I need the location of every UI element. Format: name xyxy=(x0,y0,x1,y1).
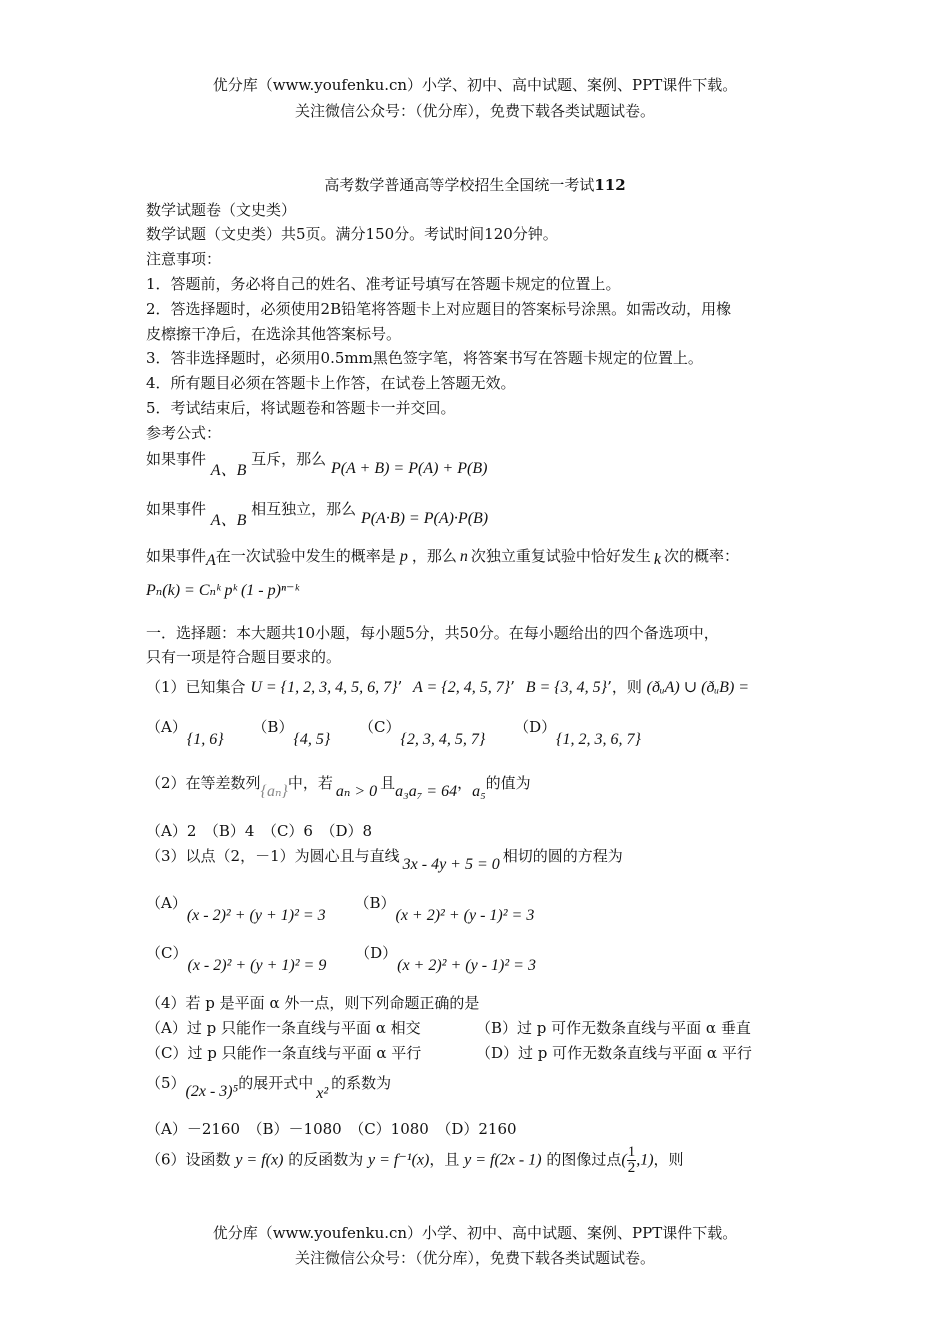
option-label: （D） xyxy=(514,718,557,736)
question-stem: （2）在等差数列 xyxy=(146,774,261,792)
function: y = f(x) xyxy=(235,1151,284,1169)
set-b: B = {3, 4, 5} xyxy=(525,679,608,696)
option-label: （C） xyxy=(359,718,401,736)
option-value: {2, 3, 4, 5, 7} xyxy=(400,731,486,748)
subtitle: 数学试题卷（文史类） xyxy=(146,201,297,219)
page-title xyxy=(0,174,950,195)
fraction-denominator: 2 xyxy=(627,1160,636,1176)
text-fragment: 且 xyxy=(380,774,396,792)
option-label: （C） xyxy=(146,944,188,962)
formula-independent xyxy=(146,496,489,529)
option-label: （A） xyxy=(146,718,187,736)
text-fragment: ， xyxy=(457,774,473,792)
text-fragment: 次独立重复试验中恰好发生 xyxy=(470,547,651,565)
text-fragment: ，则 xyxy=(611,678,642,696)
question-6 xyxy=(146,1145,684,1176)
exam-info: 数学试题（文史类）共5页。满分150分。考试时间120分钟。 xyxy=(146,225,558,243)
formula-prefix: 如果事件 xyxy=(146,450,207,468)
question-3-options-row-1 xyxy=(146,894,535,924)
option-d: （D）过 p 可作无数条直线与平面 α 平行 xyxy=(476,1044,752,1062)
option-value: {4, 5} xyxy=(293,731,331,748)
question-3 xyxy=(146,845,623,873)
text-fragment: ，那么 xyxy=(411,547,457,565)
formula-binomial: Pₙ(k) = Cₙᵏ pᵏ (1 - p)ⁿ⁻ᵏ xyxy=(146,582,299,599)
section-intro-line-1: 一．选择题：本大题共10小题，每小题5分，共50分。在每小题给出的四个备选项中， xyxy=(146,624,719,642)
point-open: ( xyxy=(621,1151,627,1169)
text-fragment: 在一次试验中发生的概率是 xyxy=(215,547,396,565)
term: x² xyxy=(316,1085,329,1102)
formula-binomial-text xyxy=(146,545,739,569)
formula-events: A、B xyxy=(210,462,247,479)
formula-prefix: 如果事件 xyxy=(146,500,207,518)
option-b: （B）过 p 可作无数条直线与平面 α 垂直 xyxy=(476,1019,751,1037)
question-1-options xyxy=(146,718,641,748)
formula-heading: 参考公式： xyxy=(146,424,222,442)
question-5 xyxy=(146,1072,392,1102)
text-fragment: ，且 xyxy=(429,1150,460,1169)
condition-2: a₃a₇ = 64 xyxy=(395,783,458,800)
option-value: (x - 2)² + (y + 1)² = 3 xyxy=(186,907,326,924)
text-fragment: 如果事件 xyxy=(146,547,207,565)
question-2-options: （A）2 （B）4 （C）6 （D）8 xyxy=(146,822,373,840)
note-item: 2．答选择题时，必须使用2B铅笔将答题卡上对应题目的答案标号涂黑。如需改动，用橡 xyxy=(146,300,732,318)
set-expression: (ðᵤA) ∪ (ðᵤB) = xyxy=(646,679,750,696)
option-label: （A） xyxy=(146,894,187,912)
fraction-numerator: 1 xyxy=(627,1144,636,1160)
question-5-options: （A）－2160 （B）－1080 （C）1080 （D）2160 xyxy=(146,1120,517,1138)
question-stem: （5） xyxy=(146,1074,186,1092)
text-fragment: 的反函数为 xyxy=(288,1150,364,1169)
inverse-function: y = f⁻¹(x) xyxy=(368,1151,430,1169)
formula-mid: 相互独立，那么 xyxy=(251,500,357,518)
formula-expression: P(A + B) = P(A) + P(B) xyxy=(330,460,488,477)
option-value: (x - 2)² + (y + 1)² = 9 xyxy=(187,957,327,974)
text-fragment: 的图像过点 xyxy=(546,1150,622,1169)
set-u: U = {1, 2, 3, 4, 5, 6, 7} xyxy=(250,679,398,696)
footer-line-2: 关注微信公众号：（优分库），免费下载各类试题试卷。 xyxy=(294,1249,655,1267)
note-item: 5．考试结束后，将试题卷和答题卡一并交回。 xyxy=(146,399,456,417)
question-4-options-row-2 xyxy=(146,1042,752,1063)
sequence-symbol: {aₙ} xyxy=(260,783,288,800)
header-line-2: 关注微信公众号：（优分库），免费下载各类试题试卷。 xyxy=(294,102,655,120)
note-item: 4．所有题目必须在答题卡上作答，在试卷上答题无效。 xyxy=(146,374,516,392)
section-intro-line-2: 只有一项是符合题目要求的。 xyxy=(146,648,342,666)
option-value: (x + 2)² + (y - 1)² = 3 xyxy=(395,907,535,924)
line-equation: 3x - 4y + 5 = 0 xyxy=(402,856,500,873)
math-symbol: p xyxy=(399,548,408,565)
math-symbol: k xyxy=(653,551,661,568)
text-fragment: 的系数为 xyxy=(331,1074,392,1092)
text-fragment: ，则 xyxy=(653,1150,684,1169)
question-1: （1）已知集合 U = {1, 2, 3, 4, 5, 6, 7}’ A = {2, 4, 5, 7}’ B = {3, 4, 5}’，则 (ðᵤA) ∪ (ðᵤB) = xyxy=(146,678,750,696)
question-4: （4）若 p 是平面 α 外一点，则下列命题正确的是 xyxy=(146,994,480,1012)
note-item: 皮檫擦干净后，在选涂其他答案标号。 xyxy=(146,325,402,343)
question-stem: （1）已知集合 xyxy=(146,678,246,696)
note-item: 1．答题前，务必将自己的姓名、准考证号填写在答题卡规定的位置上。 xyxy=(146,275,621,293)
text-fragment: 次的概率： xyxy=(663,547,739,565)
option-value: {1, 6} xyxy=(186,731,224,748)
title-text: 高考数学普通高等学校招生全国统一考试 xyxy=(324,176,595,194)
note-item: 3．答非选择题时，必须用0.5mm黑色签字笔，将答案书写在答题卡规定的位置上。 xyxy=(146,349,703,367)
question-2 xyxy=(146,772,531,800)
text-fragment: 相切的圆的方程为 xyxy=(502,847,623,865)
point-close: ,1) xyxy=(636,1151,654,1169)
math-symbol: n xyxy=(459,548,468,565)
formula-mid: 互斥，那么 xyxy=(251,450,327,468)
formula-events: A、B xyxy=(210,512,247,529)
option-label: （D） xyxy=(355,944,398,962)
option-value: {1, 2, 3, 6, 7} xyxy=(556,731,641,748)
math-symbol: A xyxy=(206,552,216,569)
text-fragment: （6）设函数 xyxy=(146,1150,231,1169)
option-c: （C）过 p 只能作一条直线与平面 α 平行 xyxy=(146,1044,422,1062)
text-fragment: 的值为 xyxy=(485,774,531,792)
option-a: （A）过 p 只能作一条直线与平面 α 相交 xyxy=(146,1019,421,1037)
text-fragment: 中，若 xyxy=(287,774,333,792)
composite-function: y = f(2x - 1) xyxy=(464,1151,542,1169)
question-4-options-row-1 xyxy=(146,1017,751,1038)
title-number: 112 xyxy=(594,176,626,194)
option-label: （B） xyxy=(354,894,396,912)
question-stem: （3）以点（2，－1）为圆心且与直线 xyxy=(146,847,400,865)
option-label: （B） xyxy=(252,718,294,736)
set-a: A = {2, 4, 5, 7} xyxy=(413,679,511,696)
text-fragment: 的展开式中 xyxy=(238,1074,314,1092)
condition-1: aₙ > 0 xyxy=(335,783,378,800)
formula-expression: P(A·B) = P(A)·P(B) xyxy=(360,510,489,527)
target-term: a₅ xyxy=(472,783,486,800)
notes-heading: 注意事项： xyxy=(146,250,222,268)
question-3-options-row-2 xyxy=(146,944,536,974)
header-line-1: 优分库（www.youfenku.cn）小学、初中、高中试题、案例、PPT课件下载。 xyxy=(212,76,738,94)
footer-line-1: 优分库（www.youfenku.cn）小学、初中、高中试题、案例、PPT课件下载。 xyxy=(212,1224,738,1242)
binomial-expression: (2x - 3)⁵ xyxy=(185,1083,239,1100)
formula-mutually-exclusive xyxy=(146,446,488,479)
fraction xyxy=(627,1145,637,1176)
option-value: (x + 2)² + (y - 1)² = 3 xyxy=(397,957,536,974)
